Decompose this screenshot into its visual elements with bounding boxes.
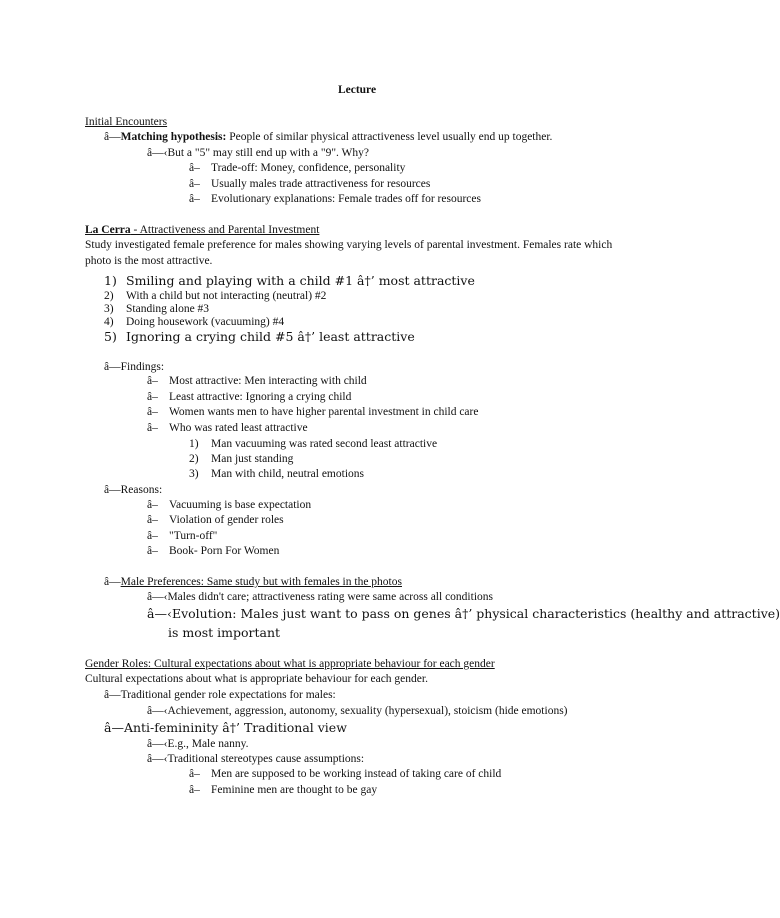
bullet-mark: â– <box>147 514 158 526</box>
bullet-mark: â— <box>104 576 121 588</box>
list-item <box>189 467 364 483</box>
list-item <box>189 783 377 799</box>
bullet-mark: â—‹ <box>147 606 172 621</box>
list-item-text: Smiling and playing with a child #1 â†’ most attractive <box>126 273 475 288</box>
bullet-text: Male Preferences: Same study but with females in the photos <box>120 576 402 588</box>
list-item-text: Achievement, aggression, autonomy, sexuality (hypersexual), stoicism (hide emotions) <box>167 705 568 717</box>
list-item-continuation: is most important <box>168 625 281 640</box>
list-item-text: Evolution: Males just want to pass on genes â†’ physical characteristics (healthy and attractive) <box>171 606 780 621</box>
list-item-text: Trade-off: Money, confidence, personality <box>211 162 406 174</box>
bullet-mark: â– <box>189 768 200 780</box>
bullet-anti-femininity <box>104 720 347 736</box>
list-item-text: Usually males trade attractiveness for resources <box>211 178 431 190</box>
list-number: 3) <box>189 468 199 480</box>
list-item <box>147 606 780 622</box>
heading-rest: - Attractiveness and Parental Investment <box>130 224 320 236</box>
list-item <box>189 767 501 783</box>
page-title: Lecture <box>337 84 377 96</box>
list-item <box>147 752 364 768</box>
bullet-mark: â– <box>189 178 200 190</box>
list-item-text: Feminine men are thought to be gay <box>211 784 378 796</box>
bullet-mark: â—‹ <box>147 738 168 750</box>
bullet-mark: â– <box>147 391 158 403</box>
list-number: 2) <box>189 453 199 465</box>
list-item-text: Man just standing <box>211 453 294 465</box>
bullet-mark: â— <box>104 689 121 701</box>
list-item-text: Women wants men to have higher parental investment in child care <box>169 406 479 418</box>
list-item <box>147 498 311 514</box>
bullet-mark: â– <box>189 162 200 174</box>
bullet-mark: â— <box>104 361 121 373</box>
sub-bullet-text: But a "5" may still end up with a "9". Why? <box>167 147 370 159</box>
list-item <box>104 273 475 289</box>
list-item-text: Ignoring a crying child #5 â†’ least attractive <box>126 329 415 344</box>
list-item <box>147 405 478 421</box>
list-item <box>189 177 430 193</box>
section-heading-gender-roles: Gender Roles: Cultural expectations about what is appropriate behaviour for each gender <box>85 658 495 670</box>
list-number: 1) <box>189 438 199 450</box>
list-item-text: Who was rated least attractive <box>169 422 308 434</box>
list-item <box>147 544 279 560</box>
bullet-mark: â—‹ <box>147 705 168 717</box>
list-item-text: Most attractive: Men interacting with child <box>169 375 367 387</box>
list-number: 1) <box>104 273 117 288</box>
list-item <box>147 704 568 720</box>
section-heading-initial-encounters: Initial Encounters <box>85 116 168 128</box>
bullet-matching-hypothesis <box>104 130 552 146</box>
list-item-text: Doing housework (vacuuming) #4 <box>126 316 285 328</box>
list-number: 2) <box>104 290 114 302</box>
list-item <box>147 421 308 437</box>
bullet-mark: â– <box>147 499 158 511</box>
bullet-mark: â— <box>104 131 121 143</box>
list-item <box>147 513 284 529</box>
list-item-text: "Turn-off" <box>169 530 218 542</box>
list-item <box>147 529 217 545</box>
list-item-text: Males didn't care; attractiveness rating were same across all conditions <box>167 591 493 603</box>
bullet-mark: â– <box>189 784 200 796</box>
list-item-text: Man with child, neutral emotions <box>211 468 364 480</box>
list-item-text: Traditional stereotypes cause assumptions: <box>167 753 365 765</box>
bullet-traditional-roles <box>104 688 336 704</box>
list-item-text: Standing alone #3 <box>126 303 210 315</box>
list-item <box>189 192 481 208</box>
bullet-text: Traditional gender role expectations for males: <box>120 689 336 701</box>
bullet-text: Anti-femininity â†’ Traditional view <box>123 720 347 735</box>
list-item <box>147 737 248 753</box>
list-item-text: Violation of gender roles <box>169 514 284 526</box>
bullet-mark: â– <box>147 375 158 387</box>
list-item-text: Man vacuuming was rated second least attractive <box>211 438 438 450</box>
list-item <box>189 161 405 177</box>
list-item-text: Vacuuming is base expectation <box>169 499 312 511</box>
bullet-mark: â— <box>104 484 121 496</box>
heading-bold-part: La Cerra <box>85 224 131 236</box>
list-item <box>104 329 415 345</box>
section-heading-la-cerra <box>85 223 319 239</box>
list-item <box>147 590 493 606</box>
list-number: 5) <box>104 329 117 344</box>
bullet-mark: â— <box>104 720 124 735</box>
bullet-text: Reasons: <box>120 484 163 496</box>
list-item-text: Least attractive: Ignoring a crying child <box>169 391 352 403</box>
list-item <box>189 437 437 453</box>
list-item-text: E.g., Male nanny. <box>167 738 249 750</box>
bullet-mark: â– <box>189 193 200 205</box>
list-item <box>147 390 351 406</box>
list-item <box>147 374 367 390</box>
bullet-mark: â—‹ <box>147 147 168 159</box>
bullet-male-preferences <box>104 575 402 591</box>
bullet-mark: â—‹ <box>147 753 168 765</box>
list-item-text: Book- Porn For Women <box>169 545 280 557</box>
list-item-text: Evolutionary explanations: Female trades off for resources <box>211 193 481 205</box>
list-item-text: Men are supposed to be working instead of taking care of child <box>211 768 502 780</box>
bullet-mark: â– <box>147 422 158 434</box>
gender-roles-paragraph: Cultural expectations about what is appropriate behaviour for each gender. <box>85 673 428 685</box>
matching-hypothesis-text: People of similar physical attractiveness level usually end up together. <box>226 131 553 143</box>
list-number: 4) <box>104 316 114 328</box>
bullet-mark: â—‹ <box>147 591 168 603</box>
matching-hypothesis-term: Matching hypothesis: <box>120 131 227 143</box>
list-item-text: With a child but not interacting (neutral) #2 <box>126 290 327 302</box>
bullet-mark: â– <box>147 406 158 418</box>
list-number: 3) <box>104 303 114 315</box>
bullet-text: Findings: <box>120 361 165 373</box>
bullet-mark: â– <box>147 530 158 542</box>
sub-bullet-5-and-9 <box>147 146 369 162</box>
study-paragraph: Study investigated female preference for males showing varying levels of parental investment. Females rate which photo is the most attractive. <box>85 239 613 267</box>
bullet-mark: â– <box>147 545 158 557</box>
bullet-reasons <box>104 483 162 499</box>
list-item <box>189 452 293 468</box>
